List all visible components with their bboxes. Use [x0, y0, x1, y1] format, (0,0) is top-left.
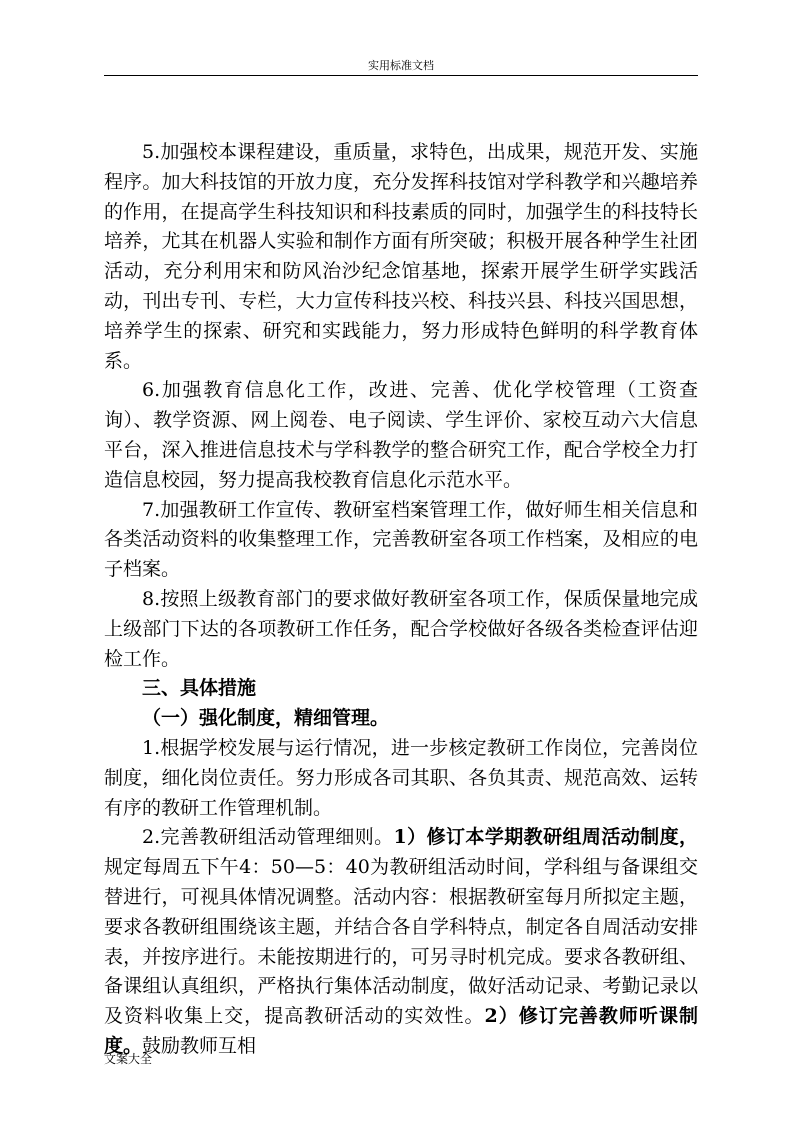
document-body — [104, 138, 698, 1062]
page-header — [104, 59, 698, 76]
item-2-bold-1: 1）修订本学期教研组周活动制度， — [393, 826, 698, 849]
header-title: 实用标准文档 — [368, 59, 434, 72]
footer-text: 文案大全 — [104, 1052, 153, 1066]
item-1: 1.根据学校发展与运行情况，进一步核定教研工作岗位，完善岗位制度，细化岗位责任。努力形成各司其职、各负其责、规范高效、运转有序的教研工作管理机制。 — [104, 736, 698, 819]
paragraph-8: 8.按照上级教育部门的要求做好教研室各项工作，保质保量地完成上级部门下达的各项教研工作任务，配合学校做好各级各类检查评估迎检工作。 — [104, 587, 698, 670]
item-2-body: 规定每周五下午4：50—5：40为教研组活动时间，学科组与备课组交替进行，可视具体情况调整。活动内容：根据教研室每月所拟定主题，要求各教研组围绕该主题，并结合各自学科特点，制定各自周活动安排表，并按序进行。未能按期进行的，可另寻时机完成。要求各教研组、备课组认真组织，严格执行集体活动制度，做好活动记录、考勤记录以及资料收集上交，提高教研活动的实效性。 — [104, 856, 698, 1028]
paragraph-6: 6.加强教育信息化工作，改进、完善、优化学校管理（工资查询）、教学资源、网上阅卷、电子阅读、学生评价、家校互动六大信息平台，深入推进信息技术与学科教学的整合研究工作，配合学校全力打造信息校园，努力提高我校教育信息化示范水平。 — [104, 379, 698, 491]
section-heading-3: 三、具体措施 — [142, 677, 257, 700]
paragraph-7: 7.加强教研工作宣传、教研室档案管理工作，做好师生相关信息和各类活动资料的收集整理工作，完善教研室各项工作档案，及相应的电子档案。 — [104, 498, 698, 581]
item-2 — [104, 823, 698, 1061]
item-2-intro: 2.完善教研组活动管理细则。 — [142, 826, 394, 849]
paragraph-5: 5.加强校本课程建设，重质量，求特色，出成果，规范开发、实施程序。加大科技馆的开放力度，充分发挥科技馆对学科教学和兴趣培养的作用，在提高学生科技知识和科技素质的同时，加强学生的科技特长培养，尤其在机器人实验和制作方面有所突破；积极开展各种学生社团活动，充分利用宋和防风治沙纪念馆基地，探索开展学生研学实践活动，刊出专刊、专栏，大力宣传科技兴校、科技兴县、科技兴国思想，培养学生的探索、研究和实践能力，努力形成特色鲜明的科学教育体系。 — [104, 141, 698, 372]
page-footer — [104, 1050, 152, 1067]
item-2-tail: 鼓励教师互相 — [142, 1034, 257, 1057]
item-2-bold-2: 2）修订完善教师听课制度。 — [104, 1005, 698, 1057]
subsection-heading-1: （一）强化制度，精细管理。 — [142, 707, 390, 730]
